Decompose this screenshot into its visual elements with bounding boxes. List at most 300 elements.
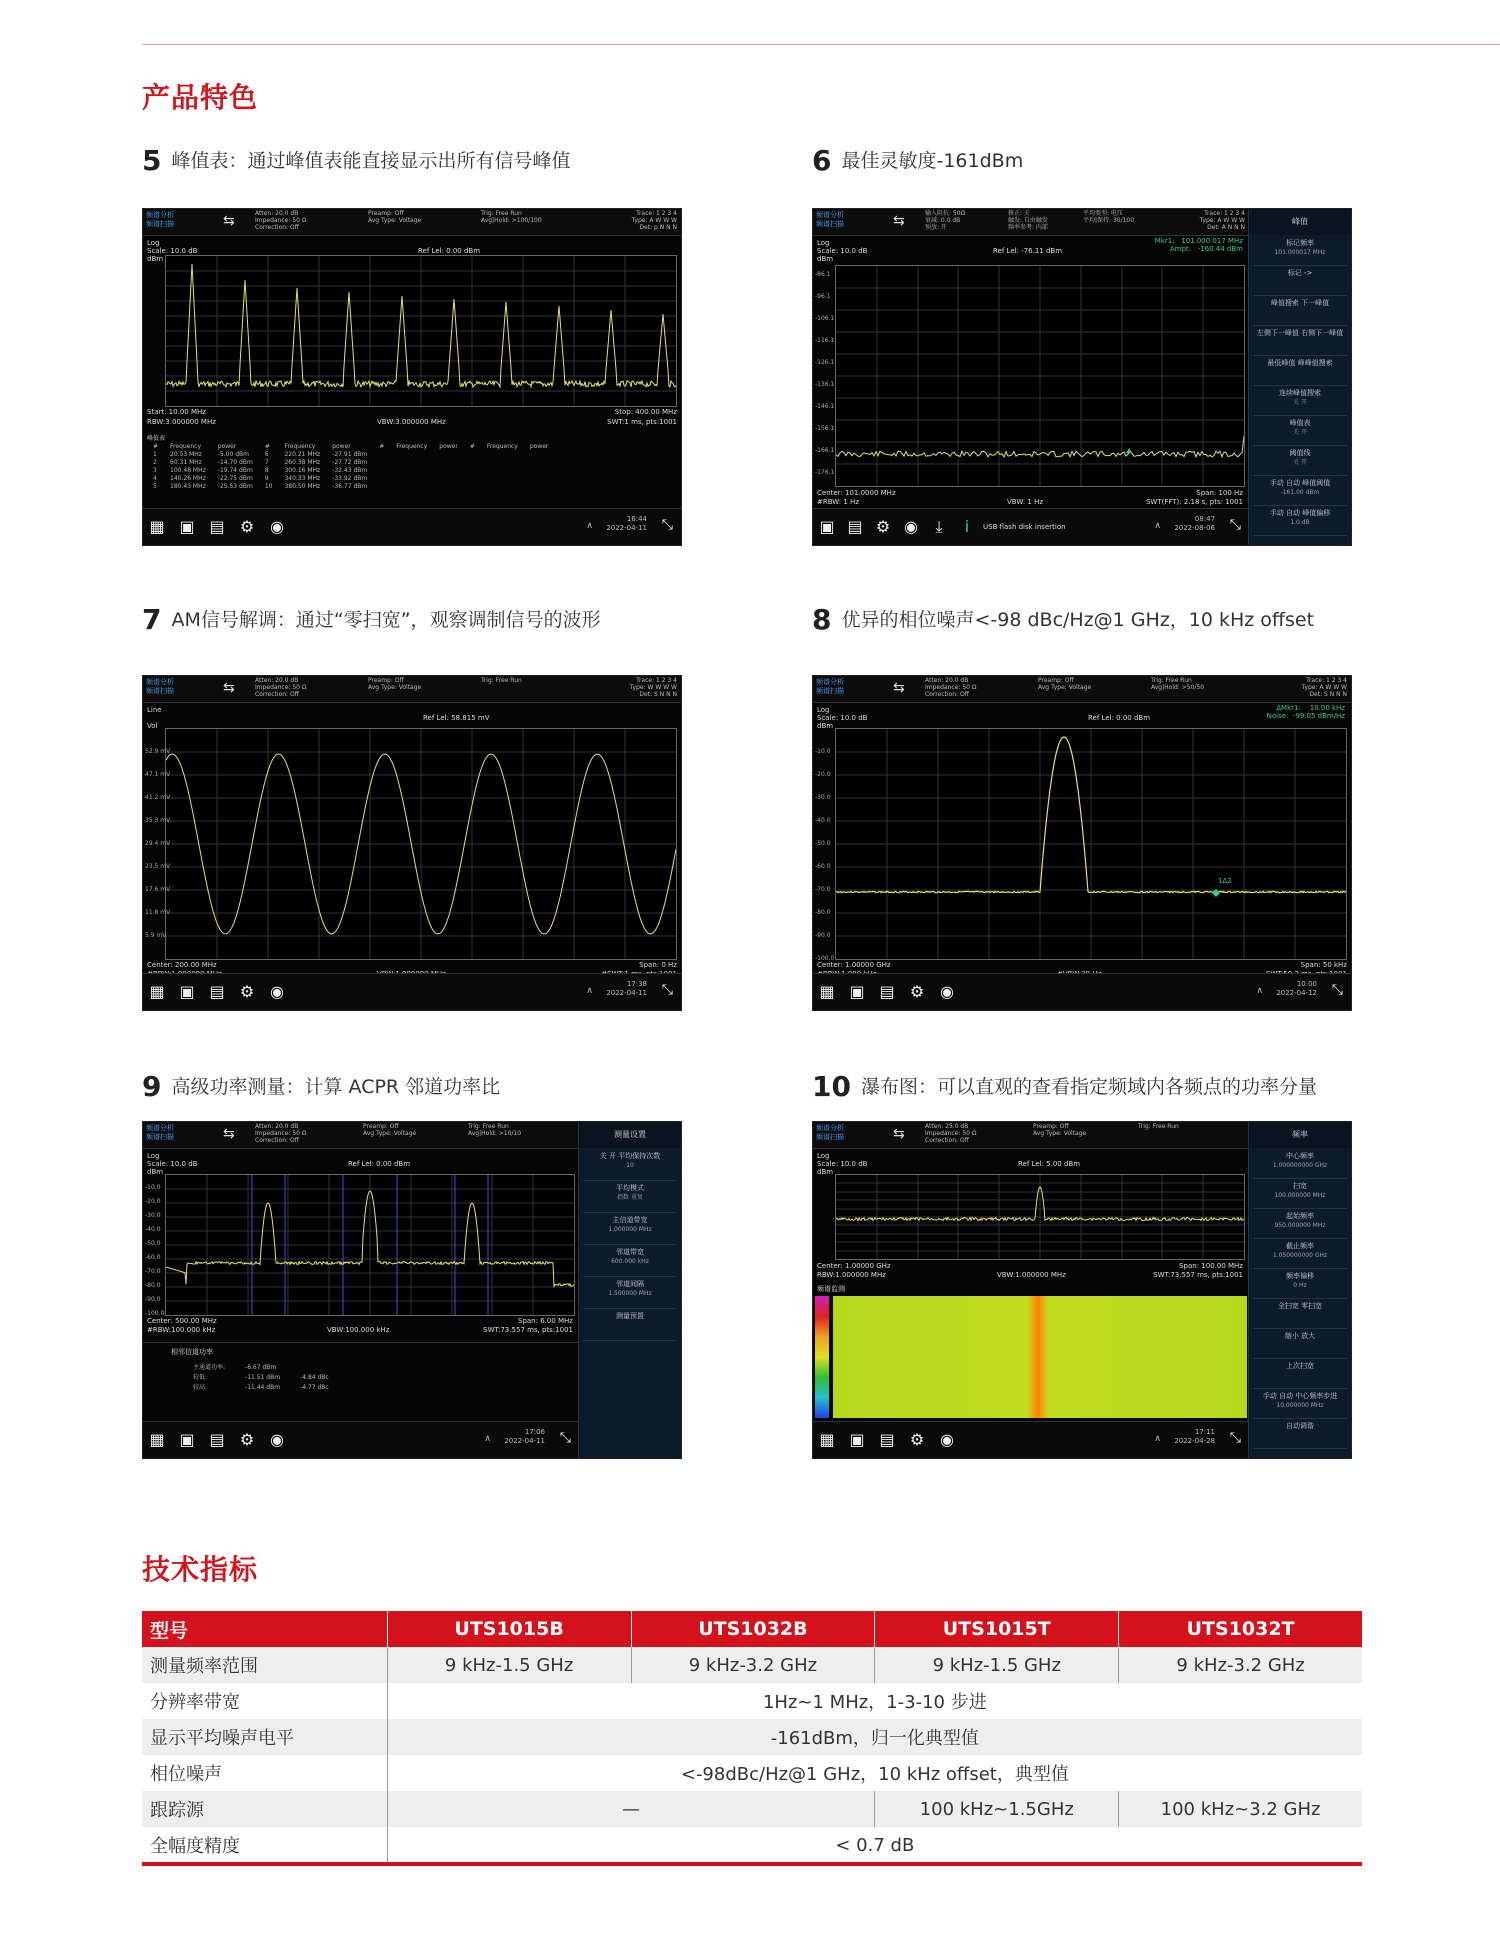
table-cell: 10 <box>264 483 273 490</box>
table-cell: -25.53 dBm <box>217 483 253 490</box>
fullscreen-icon[interactable]: ⤡ <box>1229 1430 1241 1446</box>
ref-level: Ref Lel: 5.00 dBm <box>1018 1160 1081 1168</box>
y-tick-label: -10.0 <box>145 1184 161 1191</box>
table-cell: -14.70 dBm <box>217 459 253 466</box>
y-tick-label: -70.0 <box>145 1268 161 1275</box>
side-menu-label: 上次扫宽 <box>1286 1362 1314 1370</box>
y-tick-label: -40.0 <box>145 1226 161 1233</box>
side-menu-value: 0 Hz <box>1293 1282 1307 1289</box>
header-uts1032b: UTS1032B <box>631 1611 875 1647</box>
bottom-toolbar <box>813 973 1351 1010</box>
table-cell: 9 <box>264 475 269 482</box>
side-menu-value: 关 开 <box>1293 429 1307 436</box>
specs-title: 技术指标 <box>142 1553 259 1586</box>
marker-label: 1Δ2 <box>1218 877 1232 885</box>
y-tick-label: -100.0 <box>815 955 835 962</box>
scale-label: Log Scale: 10.0 dB dBm <box>817 706 868 730</box>
side-menu-label: 频率偏移 <box>1286 1272 1314 1280</box>
side-menu-label: 自动调谐 <box>1286 1422 1314 1430</box>
bottom-toolbar <box>813 1421 1249 1458</box>
help-icon[interactable]: ◉ <box>904 517 918 536</box>
table-cell: -11.51 dBm <box>245 1374 281 1381</box>
table-cell: 6 <box>264 451 269 458</box>
side-menu-item[interactable] <box>583 1310 677 1341</box>
y-tick-label: -30.0 <box>145 1212 161 1219</box>
y-tick-label: -86.1 <box>815 271 831 278</box>
screenshot-icon[interactable]: ▣ <box>179 1430 195 1449</box>
peak-table-title: 峰值表 <box>147 435 166 442</box>
mode-label: 频谱分析 频谱扫描 <box>816 1124 844 1141</box>
y-tick-label: -50.0 <box>815 840 831 847</box>
bottom-toolbar <box>143 508 681 545</box>
acpr-results <box>143 1342 579 1422</box>
fullscreen-icon[interactable]: ⤡ <box>1331 982 1343 998</box>
spectrum-plot <box>165 255 677 407</box>
side-menu-value: -161.00 dBm <box>1280 489 1320 496</box>
side-menu-item[interactable] <box>1253 417 1347 446</box>
waterfall-color-scale <box>815 1296 829 1418</box>
table-cell: 100.48 MHz <box>170 467 206 474</box>
file-icon[interactable]: ▤ <box>847 517 863 536</box>
y-tick-label: -90.0 <box>815 932 831 939</box>
screenshot-peak-table: 频谱分析 频谱扫描 ⇆ Atten: 20.0 dB Impedance: 50 Ω Correction: Off Preamp: Off Avg Type: Voltage Trig: Free Run Avg|Hold: >100/100 Trace: 1 2 3 4 Type: A W W W Det: p N N N Log Scale: 10.0 dB dBm Ref Lel: 0.00 dBm Start: 10.00 MHz Stop: 400.00 MHz RBW:3.000000 MHz VBW:3.000000 MHz SWT:1 ms, pts:1001 峰值表 # Frequency power # Frequency power # Frequency power # Frequency power 1 20.53 MHz -5.00 dBm 6 220.21 MHz -27.91 dBm 2 60.31 MHz -14.70 dBm 7 260.38 MHz -27.72 dBm 3 100.48 MHz -19.74 dBm 8 300.16 MHz -32.43 dBm 4 140.26 MHz -22.75 dBm 9 340.33 MHz -33.92 dBm 5 180.43 MHz -25.53 dBm 10 380.50 MHz -36.77 dBm ▦ ▣ ▤ ⚙ ◉ ∧ 16:44 2022-04-11 ⤡ <box>142 208 682 546</box>
table-header-cell: # <box>153 443 159 450</box>
scale-label: Log Scale: 10.0 dB dBm <box>817 239 868 263</box>
header-uts1015b: UTS1015B <box>387 1611 631 1647</box>
spec-row-tg <box>142 1791 1362 1827</box>
side-menu-item[interactable] <box>1253 387 1347 416</box>
table-cell: 100 kHz~1.5GHz <box>875 1791 1119 1827</box>
y-tick-label: -90.0 <box>145 1296 161 1303</box>
side-menu-value: 100.000000 MHz <box>1274 1192 1326 1199</box>
side-menu-label: 邻道间隔 <box>616 1280 644 1288</box>
clock: 17:11 2022-04-28 <box>1174 1428 1215 1445</box>
side-menu-item[interactable] <box>1253 507 1347 536</box>
preamp-info: Preamp: Off Avg Type: Voltage <box>363 1123 417 1137</box>
y-tick-label: 41.2 mV <box>145 794 171 801</box>
fullscreen-icon[interactable]: ⤡ <box>559 1430 571 1446</box>
table-header-cell: power <box>439 443 458 450</box>
waterfall-display <box>833 1296 1247 1418</box>
side-menu-label: 手动 自动 峰值偏移 <box>1269 509 1331 517</box>
table-row <box>183 1383 339 1393</box>
side-menu-label: 关 开 平均保持次数 <box>599 1152 661 1160</box>
table-cell: 9 kHz-3.2 GHz <box>631 1647 875 1683</box>
clock: 08:47 2022-08-06 <box>1174 515 1215 532</box>
table-header-cell: power <box>217 443 237 450</box>
spec-row-freq <box>142 1647 1362 1683</box>
table-cell: 主通道功率: <box>193 1364 226 1371</box>
trig-info: Trig: Free Run <box>1138 1123 1179 1130</box>
table-cell: 2 <box>153 459 157 466</box>
y-tick-label: 11.8 mV <box>145 909 171 916</box>
y-tick-label: -166.1 <box>815 447 835 454</box>
screenshot-phase-noise: 频谱分析 频谱扫描 ⇆ Atten: 20.0 dB Impedance: 50 Ω Correction: Off Preamp: Off Avg Type: Voltage Trig: Free Run Avg|Hold: >50/50 Trace: 1 2 3 4 Type: A W W W Det: S N N N Log Scale: 10.0 dB dBm Ref Lel: 0.00 dBm ΔMkr1: 10.00 kHz Noise: -99.05 dBm/Hz 1Δ2 Center: 1.00000 GHz Span: 50 kHz ▦ ▣ ▤ ⚙ ◉ ∧ 10:00 2022-04-12 ⤡ -10.0 -20.0 -30.0 -40.0 -50.0 -60.0 -70.0 -80.0 -90.0 -100.0 <box>812 675 1352 1011</box>
table-cell: 3 <box>153 467 157 474</box>
side-menu-label: 标记 -> <box>1287 269 1313 277</box>
side-menu-label: 缩小 放大 <box>1284 1332 1316 1340</box>
marker-readout: Mkr1: 101.000 017 MHz Ampt: -160.44 dBm <box>1154 237 1243 253</box>
table-header-cell: # <box>469 443 475 450</box>
table-row <box>147 483 554 491</box>
table-row <box>183 1373 339 1383</box>
side-menu-title: 峰值 <box>1249 209 1351 235</box>
scale-label: Line Vol <box>147 706 162 730</box>
input-info: 输入阻抗: 50Ω 衰减: 0.0 dB 预放: 开 <box>925 210 966 231</box>
file-icon[interactable]: ▤ <box>209 1430 225 1449</box>
file-icon[interactable]: ▤ <box>879 1430 895 1449</box>
status-bar <box>143 1122 579 1149</box>
table-header-cell: power <box>529 443 549 450</box>
side-menu-label: 截止频率 <box>1286 1242 1314 1250</box>
side-menu-item[interactable] <box>1253 327 1347 356</box>
table-cell: 300.16 MHz <box>284 467 321 474</box>
side-menu-item[interactable] <box>1253 477 1347 506</box>
avg-info: 平均类型: 电压 平均|保持: 30/100 <box>1083 210 1135 224</box>
side-menu-value: 950.000000 MHz <box>1274 1222 1326 1229</box>
row-label: 相位噪声 <box>142 1755 387 1791</box>
side-menu-label: 阈值线 <box>1289 449 1311 457</box>
side-menu-label: 手动 自动 峰值阈值 <box>1269 479 1331 487</box>
y-tick-label: -116.1 <box>815 337 835 344</box>
spec-table <box>142 1611 1362 1863</box>
table-header-cell: power <box>332 443 351 450</box>
mode-label: 频谱分析 频谱扫描 <box>816 678 844 695</box>
chevron-up-icon[interactable]: ∧ <box>1154 521 1161 531</box>
screenshot-waterfall: 频谱分析 频谱扫描 ⇆ Atten: 25.0 dB Impedance: 50 Ω Correction: Off Preamp: Off Avg Type: Voltage Trig: Free Run Log Scale: 10.0 dB dBm Ref Lel: 5.00 dBm Center: 1.00000 GHz Span: 100.00 MHz RBW:1.000000 MHz VBW:1.000000 MHz SWT:73.557 ms, pts:1001 频谱监测 ▦ ▣ ▤ ⚙ ◉ ∧ 17:11 2022-04-28 ⤡ 频率 中心频率 1.000000000 GHz 扫宽 100.000000 MHz 起始频率 950.000000 MHz 截止频率 1.050000000 GHz 频率偏移 0 Hz 全扫宽 零扫宽 缩小 放大 上次扫宽 手动 自动 中心频率步进 10.000000 MHz 自动调谐 <box>812 1121 1352 1459</box>
side-menu-value: 1.050000000 GHz <box>1272 1252 1328 1259</box>
side-menu-item[interactable] <box>583 1182 677 1213</box>
apps-icon[interactable]: ▦ <box>819 982 835 1001</box>
side-menu-item[interactable] <box>1253 237 1347 266</box>
swap-icon[interactable]: ⇆ <box>223 680 235 696</box>
side-menu-label: 左侧下一峰值 右侧下一峰值 <box>1256 329 1344 337</box>
row-label: 显示平均噪声电平 <box>142 1719 387 1755</box>
scale-label: Log Scale: 10.0 dB dBm <box>147 1152 198 1176</box>
table-cell <box>290 1363 339 1373</box>
side-menu-item[interactable] <box>1253 267 1347 296</box>
table-cell: 9 kHz-3.2 GHz <box>1119 1647 1362 1683</box>
side-menu-label: 扫宽 <box>1293 1182 1307 1190</box>
y-tick-label: -40.0 <box>815 817 831 824</box>
y-tick-label: -126.1 <box>815 359 835 366</box>
side-menu-value: 1.000000000 GHz <box>1272 1162 1328 1169</box>
table-header-cell: # <box>264 443 270 450</box>
scale-label: Log Scale: 10.0 dB dBm <box>817 1152 868 1176</box>
screenshot-icon[interactable]: ▣ <box>819 517 835 536</box>
gear-icon[interactable]: ⚙ <box>909 1430 925 1449</box>
waveform-plot <box>165 728 677 960</box>
spec-row-phase <box>142 1755 1362 1791</box>
file-icon[interactable]: ▤ <box>209 982 225 1001</box>
side-menu-item[interactable] <box>1253 297 1347 326</box>
table-cell: 180.43 MHz <box>170 483 206 490</box>
swap-icon[interactable]: ⇆ <box>893 213 905 229</box>
top-divider <box>142 44 1500 45</box>
side-menu-value: 指数 重复 <box>617 1194 643 1201</box>
fullscreen-icon[interactable]: ⤡ <box>1229 517 1241 533</box>
screenshot-icon[interactable]: ▣ <box>849 1430 865 1449</box>
side-menu-item[interactable] <box>583 1214 677 1245</box>
apps-icon[interactable]: ▦ <box>149 1430 165 1449</box>
screenshot-icon[interactable]: ▣ <box>179 982 195 1001</box>
side-menu-item[interactable] <box>1253 1360 1347 1389</box>
chevron-up-icon[interactable]: ∧ <box>1154 1434 1161 1444</box>
screenshot-icon[interactable]: ▣ <box>849 982 865 1001</box>
y-tick-label: 47.1 mV <box>145 771 171 778</box>
preamp-info: Preamp: Off Avg Type: Voltage <box>1038 677 1092 691</box>
status-bar <box>813 209 1249 236</box>
side-menu-value: 10.000000 MHz <box>1276 1402 1324 1409</box>
row-label: 跟踪源 <box>142 1791 387 1827</box>
atten-info: Atten: 20.0 dB Impedance: 50 Ω Correction: Off <box>255 210 307 231</box>
feature-heading-5: 5 峰值表：通过峰值表能直接显示出所有信号峰值 <box>142 144 571 177</box>
spec-row-danl <box>142 1719 1362 1755</box>
spec-row-rbw <box>142 1683 1362 1719</box>
acpr-title: 相邻信道功率 <box>171 1348 213 1356</box>
gear-icon[interactable]: ⚙ <box>239 982 255 1001</box>
correction-info: 修正: 关 触发: 自由触发 频率参考: 内部 <box>1008 210 1048 231</box>
info-icon: i <box>964 517 970 536</box>
am-waveform-trace <box>166 729 676 959</box>
help-icon[interactable]: ◉ <box>270 517 284 536</box>
side-menu-item[interactable] <box>1253 1240 1347 1269</box>
apps-icon[interactable]: ▦ <box>149 982 165 1001</box>
help-icon[interactable]: ◉ <box>270 982 284 1001</box>
screenshot-icon[interactable]: ▣ <box>179 517 195 536</box>
table-cell: 1 <box>153 451 157 458</box>
side-menu-item[interactable] <box>583 1278 677 1309</box>
file-icon[interactable]: ▤ <box>209 517 225 536</box>
peak-table-grid <box>147 443 554 491</box>
clock: 17:38 2022-04-11 <box>606 980 647 997</box>
screenshot-acpr: 频谱分析 频谱扫描 ⇆ Atten: 20.0 dB Impedance: 50 Ω Correction: Off Preamp: Off Avg Type: Voltage Trig: Free Run Avg|Hold: >10/10 Log Scale: 10.0 dB dBm Ref Lel: 0.00 dBm Center: 500.00 MHz Span: 6.00 MHz #RBW:100.000 kHz VBW:100.000 kHz SWT:73.557 ms, pts:1001 相邻信道功率 主通道功率: -6.67 dBm 较低: -11.51 dBm -4.84 dBc 较高: -11.44 dBm -4.77 dBc ▦ ▣ ▤ ⚙ ◉ ∧ 17:06 2022-04-11 ⤡ 测量设置 关 开 平均保持次数 10 平均模式 指数 重复 主信道带宽 1.000000 MHz 邻道带宽 600.000 kHz 邻道间隔 1.500000 MHz 测量预置 -10.0 -20.0 -30.0 -40.0 -50.0 -60.0 -70.0 -80.0 -90.0 -100.0 <box>142 1121 682 1459</box>
y-tick-label: -60.0 <box>145 1254 161 1261</box>
side-menu-item[interactable] <box>1253 1300 1347 1329</box>
swap-icon[interactable]: ⇆ <box>893 1126 905 1142</box>
y-tick-label: 5.9 mV <box>145 932 167 939</box>
peak-table <box>147 435 554 491</box>
spectrum-plot <box>835 1174 1245 1260</box>
y-tick-label: 52.9 mV <box>145 748 171 755</box>
side-menu-item[interactable] <box>1253 1150 1347 1179</box>
side-menu-label: 峰值表 <box>1289 419 1311 427</box>
y-tick-label: -10.0 <box>815 748 831 755</box>
trace-info: Trace: 1 2 3 4 Type: A W W W Det: p N N N <box>631 210 677 231</box>
acpr-table <box>183 1363 339 1393</box>
gear-icon[interactable]: ⚙ <box>239 1430 255 1449</box>
y-tick-label: -106.1 <box>815 315 835 322</box>
apps-icon[interactable]: ▦ <box>819 1430 835 1449</box>
noise-floor-trace <box>836 266 1244 486</box>
side-menu-label: 标记频率 <box>1286 239 1314 247</box>
table-cell: -6.67 dBm <box>245 1364 277 1371</box>
table-header-cell: # <box>379 443 385 450</box>
fullscreen-icon[interactable]: ⤡ <box>661 982 673 998</box>
y-tick-label: -146.1 <box>815 403 835 410</box>
peak-spectrum-trace <box>166 256 676 406</box>
clock: 10:00 2022-04-12 <box>1276 980 1317 997</box>
mode-label: 频谱分析 频谱扫描 <box>146 1124 174 1141</box>
side-menu-label: 平均模式 <box>616 1184 644 1192</box>
gear-icon[interactable]: ⚙ <box>239 517 255 536</box>
peak-side-menu <box>1248 209 1351 545</box>
side-menu-value: 101.000017 MHz <box>1274 249 1326 256</box>
side-menu-item[interactable] <box>1253 1330 1347 1359</box>
row-label: 全幅度精度 <box>142 1827 387 1863</box>
swap-icon[interactable]: ⇆ <box>223 1126 235 1142</box>
ref-level: Ref Lel: 0.00 dBm <box>348 1160 411 1168</box>
ref-level: Ref Lel: 58.815 mV <box>423 714 490 722</box>
y-tick-label: -20.0 <box>145 1198 161 1205</box>
chevron-up-icon[interactable]: ∧ <box>586 521 593 531</box>
y-tick-label: 35.3 mV <box>145 817 171 824</box>
row-label: 分辨率带宽 <box>142 1683 387 1719</box>
table-cell: 4 <box>153 475 157 482</box>
marker-readout: ΔMkr1: 10.00 kHz Noise: -99.05 dBm/Hz <box>1266 704 1345 720</box>
status-bar <box>143 209 681 236</box>
side-menu-label: 主信道带宽 <box>612 1216 648 1224</box>
atten-info: Atten: 20.0 dB Impedance: 50 Ω Correction: Off <box>255 1123 307 1144</box>
table-cell: -161dBm，归一化典型值 <box>387 1719 1362 1755</box>
status-bar <box>813 676 1351 703</box>
table-cell: -4.77 dBc <box>300 1384 329 1391</box>
side-menu-item[interactable] <box>1253 1420 1347 1449</box>
side-menu-item[interactable] <box>583 1246 677 1277</box>
row-label: 测量频率范围 <box>142 1647 387 1683</box>
header-uts1032t: UTS1032T <box>1119 1611 1362 1647</box>
feature-heading-8: 8 优异的相位噪声<-98 dBc/Hz@1 GHz，10 kHz offset <box>812 603 1315 636</box>
side-menu-item[interactable] <box>1253 1270 1347 1299</box>
side-menu-label: 邻道带宽 <box>616 1248 644 1256</box>
table-cell: -11.44 dBm <box>245 1384 281 1391</box>
side-menu-item[interactable] <box>1253 357 1347 386</box>
usb-notice: USB flash disk insertion <box>983 523 1066 531</box>
help-icon[interactable]: ◉ <box>270 1430 284 1449</box>
y-tick-label: -80.0 <box>815 909 831 916</box>
table-cell: -22.75 dBm <box>217 475 253 482</box>
feature-heading-7: 7 AM信号解调：通过“零扫宽”，观察调制信号的波形 <box>142 603 601 636</box>
spectrum-plot <box>165 1174 575 1316</box>
y-tick-label: -50.0 <box>145 1240 161 1247</box>
table-cell: -32.43 dBm <box>332 467 368 474</box>
feature-heading-6: 6 最佳灵敏度-161dBm <box>812 144 1024 177</box>
table-cell: -33.92 dBm <box>332 475 368 482</box>
download-icon[interactable]: ⤓ <box>935 517 943 536</box>
screenshot-am-demod: 频谱分析 频谱扫描 ⇆ Atten: 20.0 dB Impedance: 50 Ω Correction: Off Preamp: Off Avg Type: Voltage Trig: Free Run Trace: 1 2 3 4 Type: W W W W Det: S N N N Line Vol Ref Lel: 58.815 mV Center: 200.00 MHz Span: 0 Hz ▦ ▣ ▤ ⚙ ◉ ∧ 17:38 2022-04-11 ⤡ 52.9 mV 47.1 mV 41.2 mV 35.3 mV 29.4 mV 23.5 mV 17.6 mV 11.8 mV 5.9 mV <box>142 675 682 1011</box>
side-menu-label: 中心频率 <box>1286 1152 1314 1160</box>
side-menu-item[interactable] <box>1253 447 1347 476</box>
table-cell: 60.31 MHz <box>170 459 202 466</box>
y-tick-label: -136.1 <box>815 381 835 388</box>
table-header-cell: Frequency <box>284 443 316 450</box>
table-cell: 9 kHz-1.5 GHz <box>875 1647 1119 1683</box>
help-icon[interactable]: ◉ <box>940 982 954 1001</box>
apps-icon[interactable]: ▦ <box>149 517 165 536</box>
table-cell: 220.21 MHz <box>284 451 321 458</box>
y-tick-label: 17.6 mV <box>145 886 171 893</box>
file-icon[interactable]: ▤ <box>879 982 895 1001</box>
swap-icon[interactable]: ⇆ <box>893 680 905 696</box>
side-menu-label: 全扫宽 零扫宽 <box>1277 1302 1323 1310</box>
table-row <box>147 451 554 459</box>
y-tick-label: -70.0 <box>815 886 831 893</box>
spec-bottom-rule <box>142 1862 1362 1866</box>
side-menu-item[interactable] <box>1253 1390 1347 1419</box>
side-menu-item[interactable] <box>583 1150 677 1181</box>
table-cell: -27.91 dBm <box>332 451 368 458</box>
table-cell: 5 <box>153 483 157 490</box>
status-bar <box>143 676 681 703</box>
chevron-up-icon[interactable]: ∧ <box>484 1434 491 1444</box>
help-icon[interactable]: ◉ <box>940 1430 954 1449</box>
side-menu-item[interactable] <box>1253 1210 1347 1239</box>
side-menu-value: 10 <box>626 1162 634 1169</box>
gear-icon[interactable]: ⚙ <box>875 517 891 536</box>
swap-icon[interactable]: ⇆ <box>223 213 235 229</box>
trace-info: Trace: 1 2 3 4 Type: A W W W Det: A N N N <box>1199 210 1245 231</box>
y-tick-label: -156.1 <box>815 425 835 432</box>
table-cell: -5.00 dBm <box>217 451 249 458</box>
side-menu-label: 测量预置 <box>616 1312 644 1320</box>
side-menu-label: 峰值搜索 下一峰值 <box>1270 299 1330 307</box>
measure-side-menu <box>578 1122 681 1458</box>
trig-info: Trig: Free Run Avg|Hold: >100/100 <box>481 210 542 224</box>
atten-info: Atten: 20.0 dB Impedance: 50 Ω Correction: Off <box>925 677 977 698</box>
table-cell: <-98dBc/Hz@1 GHz，10 kHz offset，典型值 <box>680 1764 1069 1785</box>
waterfall-spectrum-trace <box>836 1175 1244 1259</box>
table-row <box>183 1363 339 1373</box>
y-tick-label: 23.5 mV <box>145 863 171 870</box>
table-cell: -36.77 dBm <box>332 483 368 490</box>
table-cell: 9 kHz-1.5 GHz <box>387 1647 631 1683</box>
table-cell: 20.53 MHz <box>170 451 202 458</box>
table-cell: 140.26 MHz <box>170 475 206 482</box>
table-cell: 340.33 MHz <box>284 475 321 482</box>
ref-level: Ref Lel: -76.11 dBm <box>993 247 1063 255</box>
trace-info: Trace: 1 2 3 4 Type: W W W W Det: S N N N <box>629 677 677 698</box>
screenshot-sensitivity: 频谱分析 频谱扫描 ⇆ 输入阻抗: 50Ω 衰减: 0.0 dB 预放: 开 修正: 关 触发: 自由触发 频率参考: 内部 平均类型: 电压 平均|保持: 30/100 Trace: 1 2 3 4 Type: A W W W Det: A N N N Log Scale: 10.0 dB dBm Ref Lel: -76.11 dBm Mkr1: 101.000 017 MHz Ampt: -160.44 dBm Center: 101.0000 MHz Span: 100 Hz #RBW: 1 Hz VBW: 1 Hz SWT(FFT): 2.18 s, pts: 1001 ▣ ▤ ⚙ ◉ ⤓ i USB flash disk insertion ∧ 08:47 2022-08-06 ⤡ 峰值 标记频率 101.000017 MHz 标记 -> 峰值搜索 下一峰值 左侧下一峰值 右侧下一峰值 最低峰值 峰峰值搜索 连续峰值搜索 关 开 峰值表 关 开 阈值线 关 开 手动 自动 峰值阈值 -161.00 dBm 手动 自动 峰值偏移 1.0 dB -86.1 -96.1 -106.1 -116.1 -126.1 -136.1 -146.1 -156.1 -166.1 -176.1 <box>812 208 1352 546</box>
bottom-toolbar <box>813 508 1249 545</box>
preamp-info: Preamp: Off Avg Type: Voltage <box>368 210 422 224</box>
y-tick-label: -100.0 <box>145 1310 165 1317</box>
side-menu-item[interactable] <box>1253 1180 1347 1209</box>
side-menu-value: 1.000000 MHz <box>608 1226 652 1233</box>
side-menu-value: 1.500000 MHz <box>608 1290 652 1297</box>
acpr-trace <box>166 1175 574 1315</box>
y-tick-label: 29.4 mV <box>145 840 171 847</box>
gear-icon[interactable]: ⚙ <box>909 982 925 1001</box>
table-cell: -19.74 dBm <box>217 467 253 474</box>
ref-level: Ref Lel: 0.00 dBm <box>1088 714 1151 722</box>
mode-label: 频谱分析 频谱扫描 <box>146 678 174 695</box>
clock: 17:06 2022-04-11 <box>504 1428 545 1445</box>
chevron-up-icon[interactable]: ∧ <box>1256 986 1263 996</box>
chevron-up-icon[interactable]: ∧ <box>586 986 593 996</box>
bottom-toolbar <box>143 1421 579 1458</box>
trace-info: Trace: 1 2 3 4 Type: A W W W Det: S N N N <box>1301 677 1347 698</box>
fullscreen-icon[interactable]: ⤡ <box>661 517 673 533</box>
scale-label: Log Scale: 10.0 dB dBm <box>147 239 198 263</box>
spec-row-amp <box>142 1827 1362 1863</box>
trig-info: Trig: Free Run <box>481 677 522 684</box>
atten-info: Atten: 25.0 dB Impedance: 50 Ω Correction: Off <box>925 1123 977 1144</box>
y-tick-label: -96.1 <box>815 293 831 300</box>
table-cell: — <box>387 1791 875 1827</box>
side-menu-value: 关 开 <box>1293 399 1307 406</box>
status-bar <box>813 1122 1249 1149</box>
side-menu-value: 关 开 <box>1293 459 1307 466</box>
